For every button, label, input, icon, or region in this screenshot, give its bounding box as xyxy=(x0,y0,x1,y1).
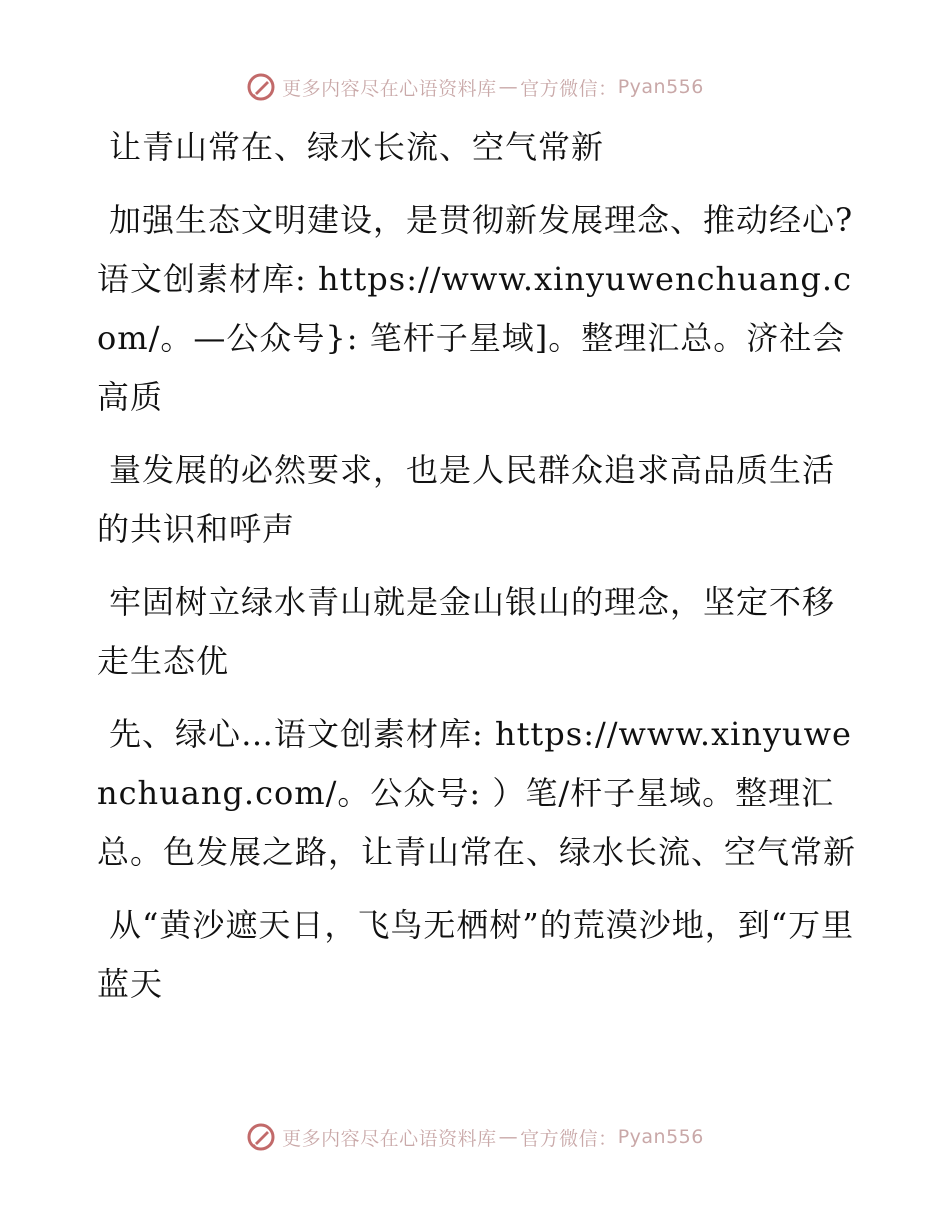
footer-watermark xyxy=(0,1122,950,1152)
watermark-text: 更多内容尽在心语资料库 xyxy=(282,77,497,100)
pen-logo-icon xyxy=(246,72,276,102)
header-watermark xyxy=(0,72,950,102)
watermark-wechat-label: 官方微信： xyxy=(520,77,618,100)
paragraph: 牢固树立绿水青山就是金山银山的理念，坚定不移走生态优 xyxy=(97,583,836,680)
watermark-wechat-id: Pyan556 xyxy=(617,76,704,98)
watermark-text: 更多内容尽在心语资料库 xyxy=(282,1127,497,1150)
document-body xyxy=(97,118,857,1028)
watermark-separator: — xyxy=(498,76,519,98)
paragraph: 加强生态文明建设，是贯彻新发展理念、推动经心?语文创素材库: https://www.xinyuwenchuang.com/。—公众号}: 笔杆子星域]。整理汇总。济社会高质 xyxy=(97,201,854,416)
watermark-wechat-id: Pyan556 xyxy=(617,1126,704,1148)
watermark-separator: — xyxy=(498,1126,519,1148)
paragraph: 先、绿心…语文创素材库: https://www.xinyuwenchuang.com/。公众号: ）笔/杆子星域。整理汇总。色发展之路，让青山常在、绿水长流、空气常新 xyxy=(97,715,857,871)
watermark-wechat-label: 官方微信： xyxy=(520,1127,618,1150)
paragraph: 量发展的必然要求，也是人民群众追求高品质生活的共识和呼声 xyxy=(97,451,836,548)
paragraph: 让青山常在、绿水长流、空气常新 xyxy=(109,128,605,166)
pen-logo-icon xyxy=(246,1122,276,1152)
paragraph: 从“黄沙遮天日，飞鸟无栖树”的荒漠沙地，到“万里蓝天 xyxy=(97,906,855,1003)
